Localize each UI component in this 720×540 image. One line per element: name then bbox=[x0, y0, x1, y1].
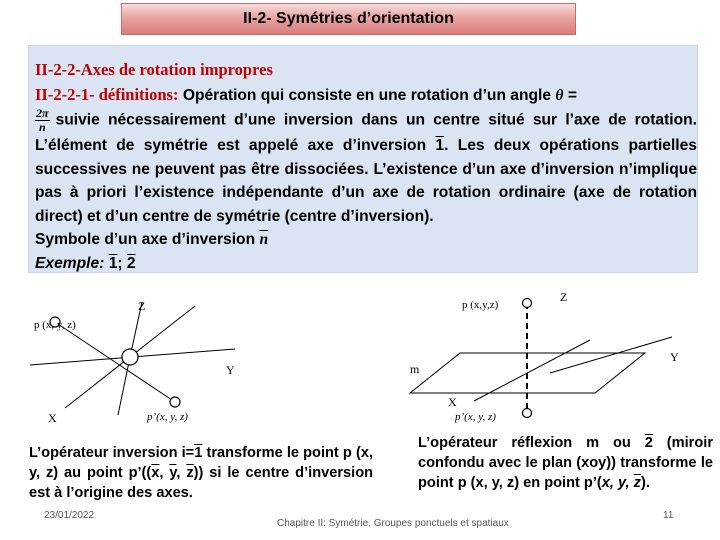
label-point-p-prime: p’(x, y, z) bbox=[147, 411, 188, 423]
reflection-figure bbox=[400, 288, 720, 428]
z-bar: $\overline{z}$ bbox=[186, 465, 194, 481]
x-bar: $\overline{x}$ bbox=[151, 465, 160, 481]
equals-sign: = bbox=[567, 86, 577, 104]
label-y: Y bbox=[226, 363, 235, 377]
caption-left-part3: )) si le centre d’inversion est à l’origine des axes. bbox=[29, 465, 374, 501]
footer-chapter: Chapitre II: Symétrie, Groupes ponctuels et spatiaux bbox=[277, 518, 509, 529]
example-label: Exemple: bbox=[35, 254, 105, 272]
footer-page-number: 11 bbox=[663, 510, 674, 521]
label-point-p-prime: p’(x, y, z) bbox=[455, 411, 496, 423]
label-point-p: p (x,y,z) bbox=[462, 299, 499, 311]
footer-date: 23/01/2022 bbox=[44, 510, 95, 521]
inversion-symbol: 1 bbox=[194, 445, 203, 461]
caption-inversion bbox=[29, 443, 373, 503]
caption-left-part1: L’opérateur inversion i= bbox=[29, 445, 195, 461]
caption-left-part2: transforme le point p (x, y, z) au point p’(( bbox=[29, 445, 373, 481]
caption-right-part2: (miroir confondu avec le plan (xoy)) transforme le point p (x, y, z) en point p’( bbox=[418, 435, 714, 491]
caption-reflection bbox=[418, 433, 713, 493]
theta-symbol: θ bbox=[555, 86, 564, 104]
label-plane-m: m bbox=[410, 362, 420, 376]
label-x: X bbox=[48, 411, 57, 425]
definition-sentence-start: Opération qui consiste en une rotation d’un angle bbox=[182, 86, 552, 104]
axis-y-line bbox=[550, 337, 672, 373]
label-z: Z bbox=[560, 290, 568, 304]
example-separator: ; bbox=[117, 254, 123, 272]
point-p-prime-marker bbox=[170, 397, 180, 407]
caption-right-part3: ). bbox=[640, 475, 650, 491]
caption-right-part1: L’opérateur réflexion m ou bbox=[418, 435, 645, 451]
label-point-p: p (x, y, z) bbox=[34, 319, 76, 331]
symbol-label: Symbole d’un axe d’inversion bbox=[35, 231, 256, 248]
inversion-axis-symbol: 1 bbox=[435, 137, 445, 154]
fraction-numerator: 2π bbox=[36, 106, 49, 120]
comma-2: , bbox=[176, 465, 187, 481]
label-z: Z bbox=[138, 299, 146, 313]
y-bar: $\overline{y}$ bbox=[169, 465, 177, 481]
subsection-heading: II-2-2-1- définitions: bbox=[35, 84, 179, 104]
example-1: 1 bbox=[108, 254, 118, 272]
angle-fraction bbox=[35, 107, 50, 134]
section-heading: II-2-2-Axes de rotation impropres bbox=[35, 60, 273, 79]
definition-text bbox=[35, 58, 697, 275]
point-p-prime-marker bbox=[523, 409, 532, 418]
caption-right-xy: x, y, bbox=[601, 475, 634, 491]
slide-title: II-2- Symétries d’orientation bbox=[121, 3, 576, 35]
label-x: X bbox=[448, 395, 457, 409]
symbol-n: $\overline{n}$ bbox=[259, 231, 269, 248]
inversion-figure bbox=[30, 290, 320, 430]
label-y: Y bbox=[670, 350, 679, 364]
example-2: 2 bbox=[126, 254, 136, 272]
axis-x-line bbox=[474, 340, 590, 401]
definition-sentence-end: suivie nécessairement d’une inversion dans un centre situé sur l’axe de rotation. L’élément de symétrie est appelé axe d’inversion bbox=[35, 111, 697, 154]
fraction-denominator: n bbox=[38, 120, 46, 134]
inversion-center bbox=[122, 349, 138, 365]
point-p-marker bbox=[523, 299, 532, 308]
definition-sentence-2: . Les deux opérations partielles successives ne peuvent pas être dissociées. L’existence d’un axe d’inversion n’implique pas à priori l’existence indépendante d’un axe de rotation ordinaire (axe de rotation direct) et d’un centre de symétrie (centre d’inversion). bbox=[35, 137, 697, 225]
z-bar: $\overline{z}$ bbox=[633, 475, 641, 491]
reflection-symbol: 2 bbox=[644, 435, 653, 451]
comma-1: , bbox=[159, 465, 170, 481]
